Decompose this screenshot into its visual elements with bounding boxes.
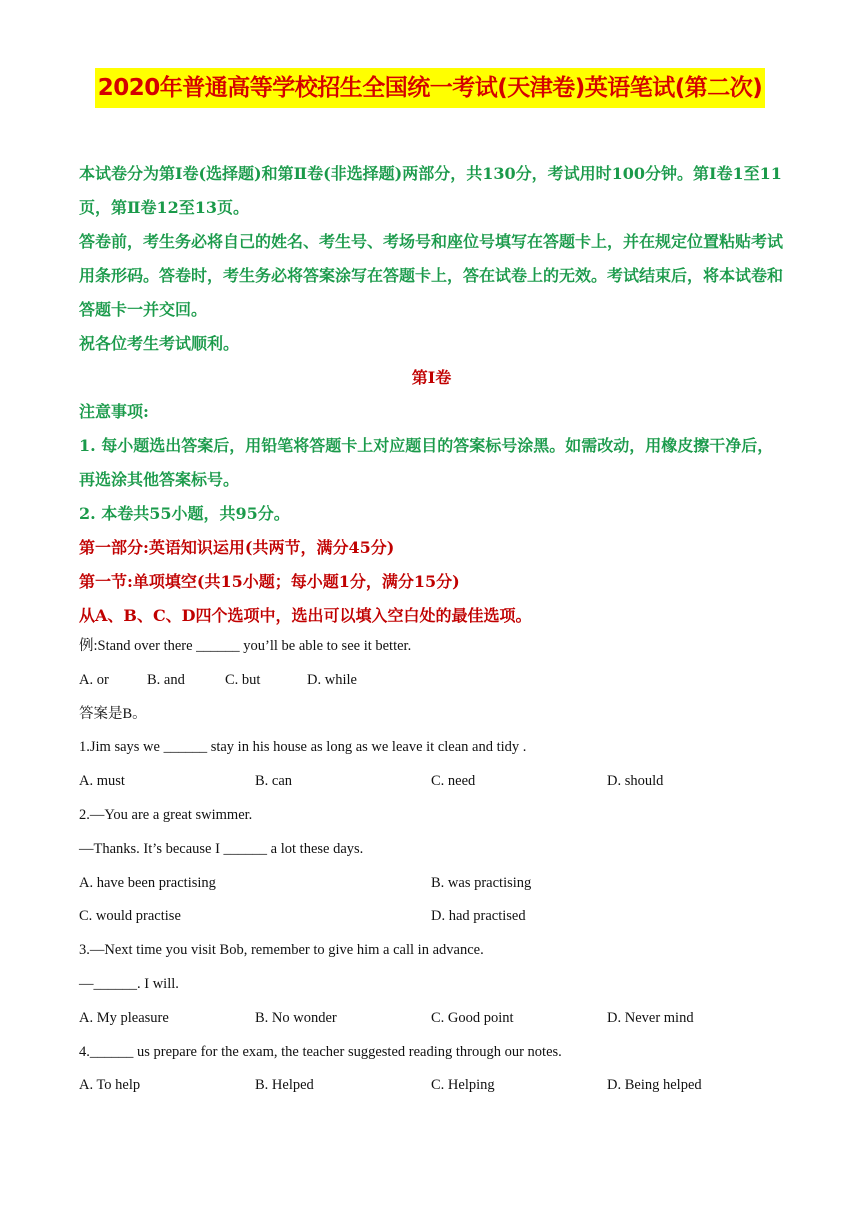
option: B. can (255, 773, 293, 790)
question-stem: —______. I will. (79, 975, 179, 992)
question-stem: —Thanks. It’s because I ______ a lot these days. (79, 840, 364, 857)
part-heading: 第一部分:英语知识运用(共两节，满分45分) (79, 538, 395, 557)
notice-item: 1. 每小题选出答案后，用铅笔将答题卡上对应题目的答案标号涂黑。如需改动，用橡皮擦干净后，再选涂其他答案标号。 (79, 436, 774, 489)
section-heading: 第一节:单项填空(共15小题；每小题1分，满分15分) (79, 572, 460, 591)
question-options (79, 900, 784, 934)
title-container (0, 68, 860, 108)
question-stem: 1.Jim says we ______ stay in his house as long as we leave it clean and tidy . (79, 739, 527, 756)
instruction-text: 从A、B、C、D四个选项中，选出可以填入空白处的最佳选项。 (79, 606, 532, 625)
option: B. No wonder (255, 1009, 337, 1026)
option: A. or (79, 671, 109, 688)
intro-paragraph: 本试卷分为第Ⅰ卷(选择题)和第Ⅱ卷(非选择题)两部分，共130分，考试用时100分钟。第Ⅰ卷1至11页，第Ⅱ卷12至13页。 (79, 164, 782, 217)
option: C. would practise (79, 908, 181, 925)
document-title: 2020年普通高等学校招生全国统一考试(天津卷)英语笔试(第二次) (95, 68, 766, 108)
option: D. Being helped (607, 1077, 702, 1094)
option: D. should (607, 773, 664, 790)
question-options (79, 1002, 784, 1036)
option: A. have been practising (79, 874, 216, 891)
example-options (79, 664, 784, 698)
question-options (79, 867, 784, 901)
instructions-block (79, 157, 784, 633)
option: C. Helping (431, 1077, 495, 1094)
notice-item: 2. 本卷共55小题，共95分。 (79, 504, 290, 523)
questions-block (79, 630, 784, 1103)
option: B. was practising (431, 874, 532, 891)
option: B. Helped (255, 1077, 314, 1094)
option: C. need (431, 773, 476, 790)
question-stem: 3.—Next time you visit Bob, remember to give him a call in advance. (79, 942, 484, 959)
option: A. must (79, 773, 125, 790)
question-stem: 4.______ us prepare for the exam, the teacher suggested reading through our notes. (79, 1043, 562, 1060)
question-stem: 2.—You are a great swimmer. (79, 806, 253, 823)
notice-heading: 注意事项: (79, 402, 149, 421)
example-stem: 例:Stand over there ______ you’ll be able to see it better. (79, 638, 412, 654)
question-options (79, 1069, 784, 1103)
option: D. while (307, 671, 357, 688)
option: C. but (225, 671, 261, 688)
option: D. Never mind (607, 1009, 694, 1026)
intro-paragraph: 答卷前，考生务必将自己的姓名、考生号、考场号和座位号填写在答题卡上，并在规定位置粘贴考试用条形码。答卷时，考生务必将答案涂写在答题卡上，答在试卷上的无效。考试结束后，将本试卷和答题卡一并交回。 (79, 232, 784, 319)
question-options (79, 765, 784, 799)
option: B. and (147, 671, 185, 688)
example-answer: 答案是B。 (79, 705, 147, 722)
option: A. To help (79, 1077, 141, 1094)
section-title: 第Ⅰ卷 (411, 368, 452, 387)
option: A. My pleasure (79, 1009, 169, 1026)
option: D. had practised (431, 908, 526, 925)
option: C. Good point (431, 1009, 514, 1026)
intro-paragraph: 祝各位考生考试顺利。 (79, 334, 240, 353)
